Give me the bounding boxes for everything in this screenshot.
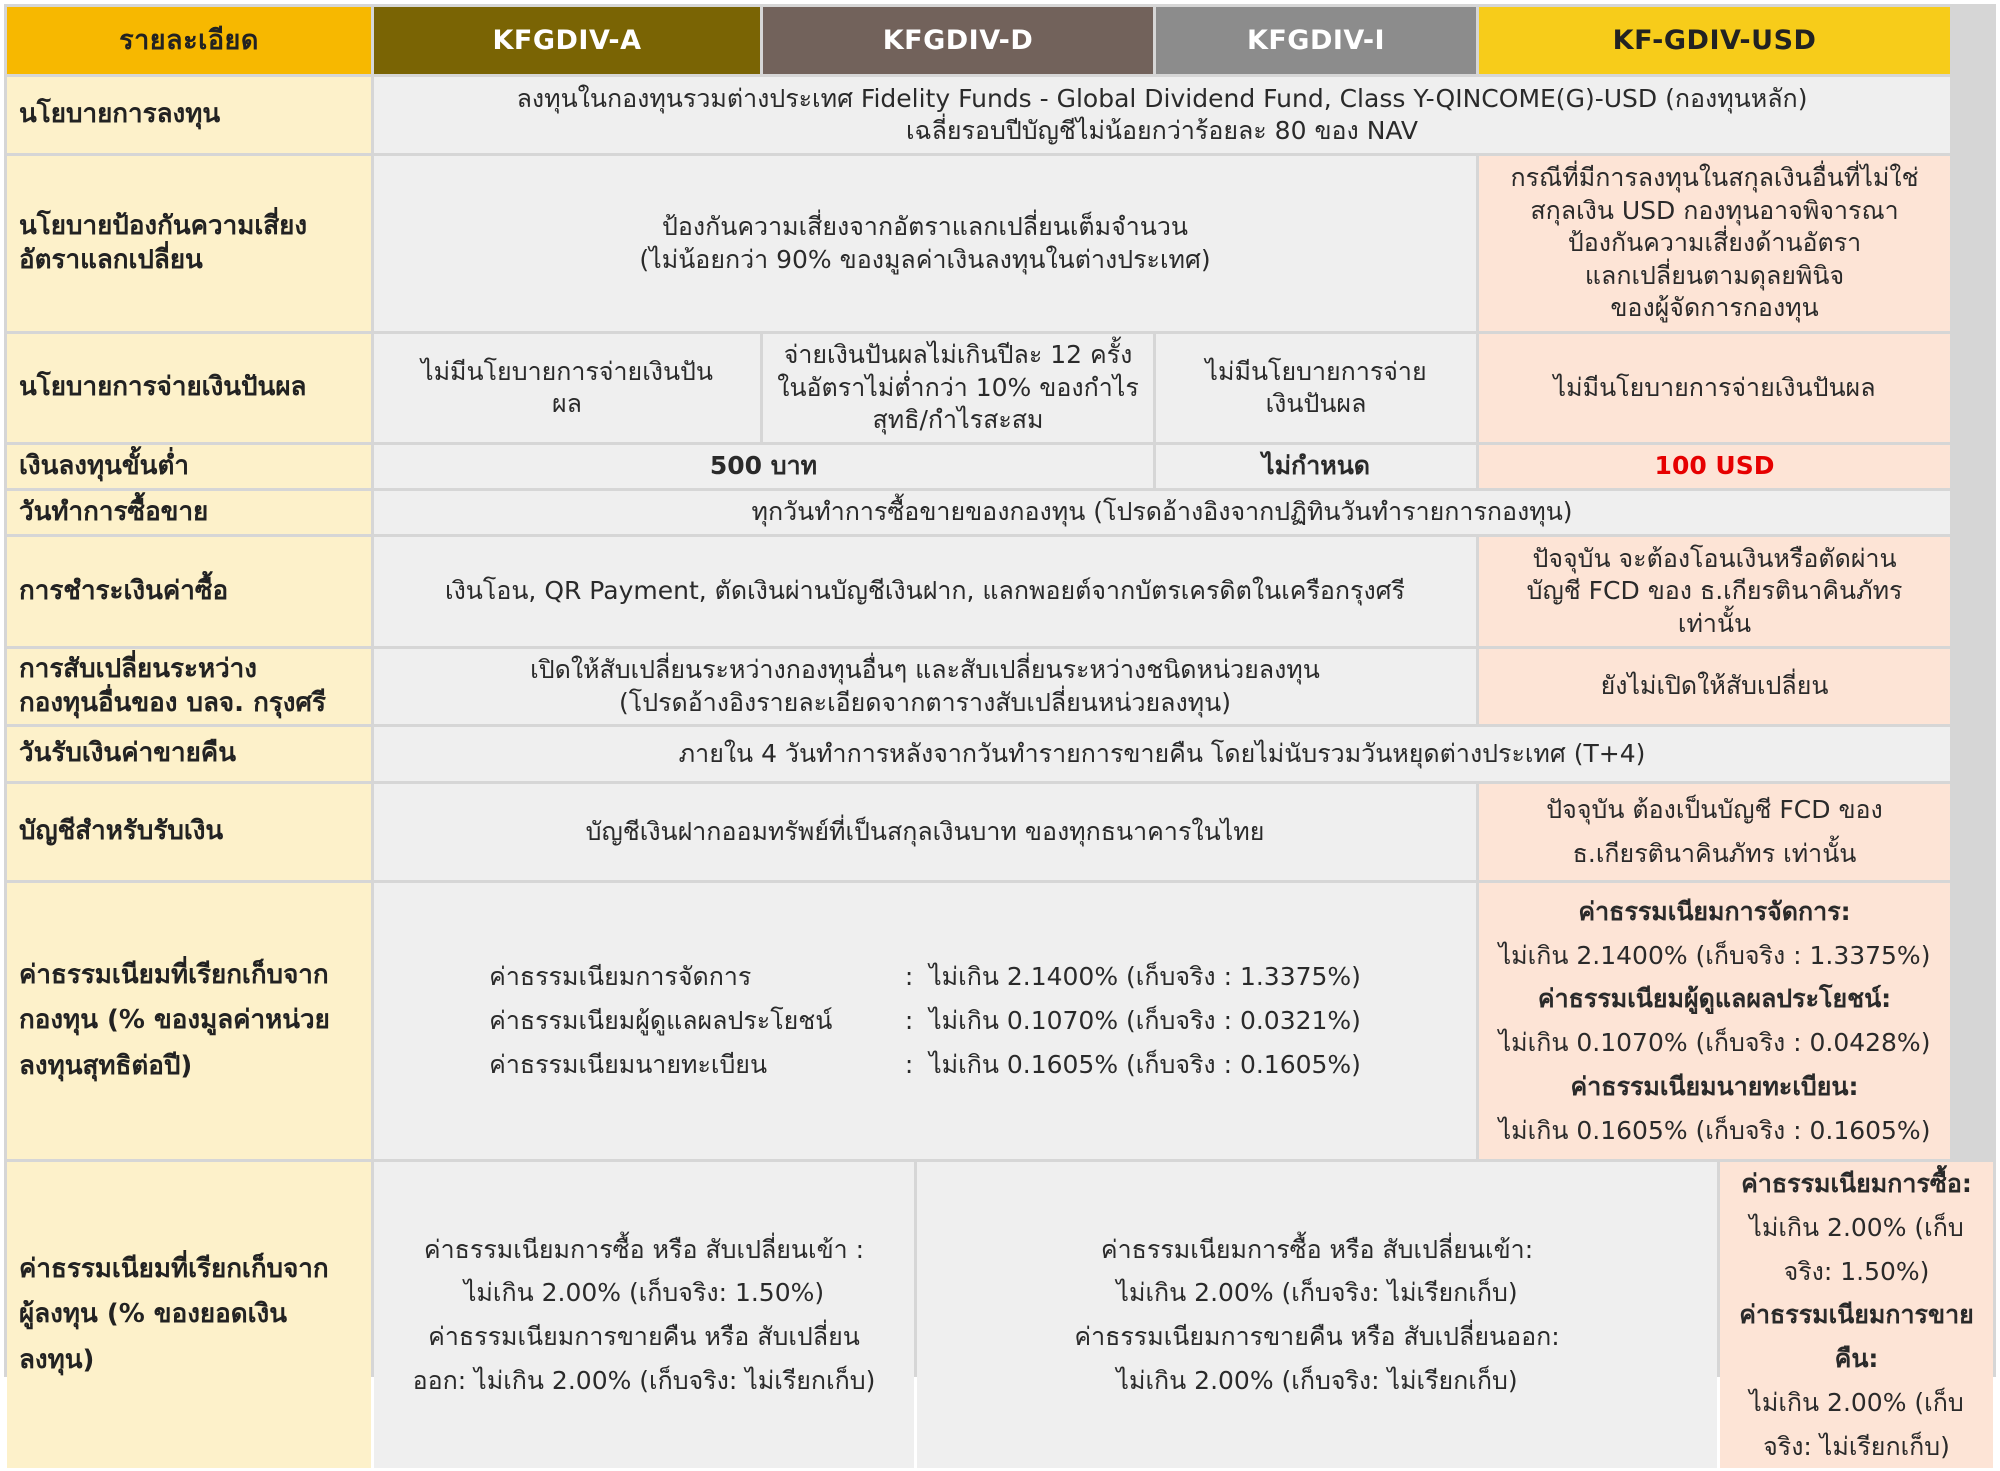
row-investor-fees — [7, 1162, 1993, 1468]
cell-payment-usd — [1479, 537, 1950, 646]
header-kfgdiv-i: KFGDIV-I — [1156, 7, 1476, 74]
investor-fees-di-line-1: ค่าธรรมเนียมการซื้อ หรือ สับเปลี่ยนเข้า: — [1100, 1234, 1534, 1264]
hedge-usd-line-5: ของผู้จัดการกองทุน — [1610, 293, 1819, 323]
dividend-d-line-1: จ่ายเงินปันผลไม่เกินปีละ 12 ครั้ง — [783, 340, 1133, 370]
fee-trustee-value: ไม่เกิน 0.1070% (เก็บจริง : 0.0321%) — [929, 1006, 1361, 1036]
row-redemption-day — [7, 727, 1993, 781]
policy-line-1: ลงทุนในกองทุนรวมต่างประเทศ Fidelity Funds - Global Dividend Fund, Class Y-QINCOME(G)-USD (กองทุนหลัก) — [516, 83, 1808, 113]
investor-fees-a-line-3: ค่าธรรมเนียมการขายคืน หรือ สับเปลี่ยน — [428, 1322, 860, 1352]
cell-switching-thb — [374, 649, 1476, 724]
label-receiving-account: บัญชีสำหรับรับเงิน — [7, 784, 371, 880]
cell-fund-fees-usd — [1479, 883, 1950, 1159]
account-usd-line-2: ธ.เกียรตินาคินภัทร เท่านั้น — [1572, 839, 1857, 868]
investor-fees-usd-line-4: ไม่เกิน 2.00% (เก็บจริง: ไม่เรียกเก็บ) — [1749, 1387, 1964, 1461]
label-redemption-day: วันรับเงินค่าขายคืน — [7, 727, 371, 781]
fee-registrar-name: ค่าธรรมเนียมนายทะเบียน — [489, 1049, 768, 1079]
investor-fees-label-line-1: ค่าธรรมเนียมที่เรียกเก็บจาก — [19, 1253, 329, 1284]
header-row — [7, 7, 1993, 74]
dividend-a-line-2: ผล — [552, 389, 582, 418]
payment-usd-line-1: ปัจจุบัน จะต้องโอนเงินหรือตัดผ่าน — [1532, 543, 1897, 573]
label-payment: การชำระเงินค่าซื้อ — [7, 537, 371, 646]
fee-management-name: ค่าธรรมเนียมการจัดการ — [489, 962, 752, 992]
usd-fee-trustee-name: ค่าธรรมเนียมผู้ดูแลผลประโยชน์: — [1537, 984, 1892, 1014]
hedge-label-line-2: อัตราแลกเปลี่ยน — [19, 244, 203, 275]
label-fund-fees — [7, 883, 371, 1159]
fee-colon: : — [904, 962, 914, 992]
label-trading-day: วันทำการซื้อขาย — [7, 491, 371, 534]
account-usd-line-1: ปัจจุบัน ต้องเป็นบัญชี FCD ของ — [1546, 795, 1883, 825]
payment-usd-line-3: เท่านั้น — [1677, 608, 1752, 638]
fee-colon: : — [904, 1049, 914, 1079]
fee-management-value: ไม่เกิน 2.1400% (เก็บจริง : 1.3375%) — [929, 962, 1361, 992]
investor-fees-di-line-3: ค่าธรรมเนียมการขายคืน หรือ สับเปลี่ยนออก: — [1074, 1322, 1560, 1352]
row-investment-policy — [7, 77, 1993, 153]
dividend-a-line-1: ไม่มีนโยบายการจ่ายเงินปัน — [421, 356, 713, 386]
investor-fees-a-line-2: ไม่เกิน 2.00% (เก็บจริง: 1.50%) — [463, 1278, 825, 1308]
policy-line-2: เฉลี่ยรอบปีบัญชีไม่น้อยกว่าร้อยละ 80 ของ NAV — [906, 116, 1419, 145]
cell-trading-day: ทุกวันทำการซื้อขายของกองทุน (โปรดอ้างอิงจากปฏิทินวันทำรายการกองทุน) — [374, 491, 1950, 534]
cell-dividend-usd: ไม่มีนโยบายการจ่ายเงินปันผล — [1479, 334, 1950, 442]
fee-registrar-row — [489, 1043, 1361, 1087]
fund-fees-list — [489, 955, 1361, 1086]
cell-receiving-account-usd — [1479, 784, 1950, 880]
investor-fees-usd-line-2: ไม่เกิน 2.00% (เก็บจริง: 1.50%) — [1749, 1212, 1964, 1286]
cell-investor-fees-a — [374, 1162, 914, 1468]
hedge-label-line-1: นโยบายป้องกันความเสี่ยง — [19, 210, 308, 241]
investor-fees-label-line-3: ลงทุน) — [19, 1344, 95, 1375]
header-kf-gdiv-usd: KF-GDIV-USD — [1479, 7, 1950, 74]
switching-label-line-1: การสับเปลี่ยนระหว่าง — [19, 653, 257, 684]
hedge-thb-line-2: (ไม่น้อยกว่า 90% ของมูลค่าเงินลงทุนในต่างประเทศ) — [639, 244, 1211, 274]
row-dividend-policy — [7, 334, 1993, 442]
fund-comparison-table — [4, 4, 1996, 1471]
cell-dividend-d — [763, 334, 1153, 442]
label-investment-policy: นโยบายการลงทุน — [7, 77, 371, 153]
row-switching — [7, 649, 1993, 724]
cell-fund-fees-thb — [374, 883, 1476, 1159]
usd-fee-trustee-value: ไม่เกิน 0.1070% (เก็บจริง : 0.0428%) — [1498, 1028, 1931, 1057]
cell-min-investment-usd: 100 USD — [1479, 445, 1950, 488]
hedge-usd-line-2: สกุลเงิน USD กองทุนอาจพิจารณา — [1530, 195, 1899, 225]
cell-investor-fees-di — [917, 1162, 1717, 1468]
cell-hedging-thb — [374, 156, 1476, 331]
fee-colon: : — [904, 1006, 914, 1036]
row-payment — [7, 537, 1993, 646]
header-kfgdiv-a: KFGDIV-A — [374, 7, 760, 74]
cell-switching-usd: ยังไม่เปิดให้สับเปลี่ยน — [1479, 649, 1950, 724]
usd-fee-registrar-value: ไม่เกิน 0.1605% (เก็บจริง : 0.1605%) — [1498, 1115, 1931, 1145]
investor-fees-label-line-2: ผู้ลงทุน (% ของยอดเงิน — [19, 1299, 287, 1330]
usd-fee-management-value: ไม่เกิน 2.1400% (เก็บจริง : 1.3375%) — [1498, 940, 1931, 970]
hedge-usd-line-3: ป้องกันความเสี่ยงด้านอัตรา — [1567, 228, 1862, 258]
cell-hedging-usd — [1479, 156, 1950, 331]
investor-fees-usd-line-3: ค่าธรรมเนียมการขายคืน: — [1739, 1300, 1974, 1373]
fund-fees-label-line-2: กองทุน (% ของมูลค่าหน่วย — [19, 1005, 330, 1036]
header-kfgdiv-d: KFGDIV-D — [763, 7, 1153, 74]
fee-registrar-value: ไม่เกิน 0.1605% (เก็บจริง : 0.1605%) — [929, 1049, 1361, 1079]
row-hedging-policy — [7, 156, 1993, 331]
cell-dividend-i: ไม่มีนโยบายการจ่ายเงินปันผล — [1156, 334, 1476, 442]
switching-thb-line-1: เปิดให้สับเปลี่ยนระหว่างกองทุนอื่นๆ และสับเปลี่ยนระหว่างชนิดหน่วยลงทุน — [530, 655, 1320, 684]
investor-fees-usd-line-1: ค่าธรรมเนียมการซื้อ: — [1741, 1169, 1972, 1198]
label-investor-fees — [7, 1162, 371, 1468]
cell-min-investment-ad: 500 บาท — [374, 445, 1153, 488]
label-min-investment: เงินลงทุนขั้นต่ำ — [7, 445, 371, 488]
row-fund-fees — [7, 883, 1993, 1159]
cell-dividend-a — [374, 334, 760, 442]
hedge-usd-line-1: กรณีที่มีการลงทุนในสกุลเงินอื่นที่ไม่ใช่ — [1510, 163, 1919, 193]
fee-trustee-name: ค่าธรรมเนียมผู้ดูแลผลประโยชน์ — [489, 1006, 833, 1036]
hedge-usd-line-4: แลกเปลี่ยนตามดุลยพินิจ — [1584, 260, 1845, 290]
cell-payment-thb: เงินโอน, QR Payment, ตัดเงินผ่านบัญชีเงินฝาก, แลกพอยต์จากบัตรเครดิตในเครือกรุงศรี — [374, 537, 1476, 646]
row-receiving-account — [7, 784, 1993, 880]
fund-fees-label-line-1: ค่าธรรมเนียมที่เรียกเก็บจาก — [19, 959, 329, 990]
cell-min-investment-i: ไม่กำหนด — [1156, 445, 1476, 488]
hedge-thb-line-1: ป้องกันความเสี่ยงจากอัตราแลกเปลี่ยนเต็มจำนวน — [662, 212, 1189, 241]
fee-trustee-row — [489, 999, 1361, 1043]
fee-management-row — [489, 955, 1361, 999]
dividend-d-line-2: ในอัตราไม่ต่ำกว่า 10% ของกำไร — [777, 372, 1139, 402]
switching-label-line-2: กองทุนอื่นของ บลจ. กรุงศรี — [19, 687, 326, 718]
header-detail: รายละเอียด — [7, 7, 371, 74]
label-dividend-policy: นโยบายการจ่ายเงินปันผล — [7, 334, 371, 442]
investor-fees-di-line-2: ไม่เกิน 2.00% (เก็บจริง: ไม่เรียกเก็บ) — [1116, 1278, 1518, 1308]
row-min-investment — [7, 445, 1993, 488]
cell-receiving-account-thb: บัญชีเงินฝากออมทรัพย์ที่เป็นสกุลเงินบาท ของทุกธนาคารในไทย — [374, 784, 1476, 880]
usd-fee-registrar-name: ค่าธรรมเนียมนายทะเบียน: — [1570, 1071, 1859, 1101]
fund-comparison-table-container — [4, 4, 1996, 1461]
dividend-d-line-3: สุทธิ/กำไรสะสม — [872, 405, 1044, 435]
cell-investor-fees-usd — [1720, 1162, 1993, 1468]
usd-fee-management-name: ค่าธรรมเนียมการจัดการ: — [1578, 896, 1851, 926]
investor-fees-a-line-1: ค่าธรรมเนียมการซื้อ หรือ สับเปลี่ยนเข้า : — [423, 1234, 865, 1264]
payment-usd-line-2: บัญชี FCD ของ ธ.เกียรตินาคินภัทร — [1526, 576, 1903, 606]
label-switching — [7, 649, 371, 724]
row-trading-day — [7, 491, 1993, 534]
cell-investment-policy — [374, 77, 1950, 153]
label-hedging-policy — [7, 156, 371, 331]
cell-redemption-day: ภายใน 4 วันทำการหลังจากวันทำรายการขายคืน โดยไม่นับรวมวันหยุดต่างประเทศ (T+4) — [374, 727, 1950, 781]
investor-fees-a-line-4: ออก: ไม่เกิน 2.00% (เก็บจริง: ไม่เรียกเก็บ) — [412, 1365, 876, 1395]
fund-fees-label-line-3: ลงทุนสุทธิต่อปี) — [19, 1050, 193, 1081]
investor-fees-di-line-4: ไม่เกิน 2.00% (เก็บจริง: ไม่เรียกเก็บ) — [1116, 1365, 1518, 1395]
switching-thb-line-2: (โปรดอ้างอิงรายละเอียดจากตารางสับเปลี่ยนหน่วยลงทุน) — [619, 687, 1231, 717]
